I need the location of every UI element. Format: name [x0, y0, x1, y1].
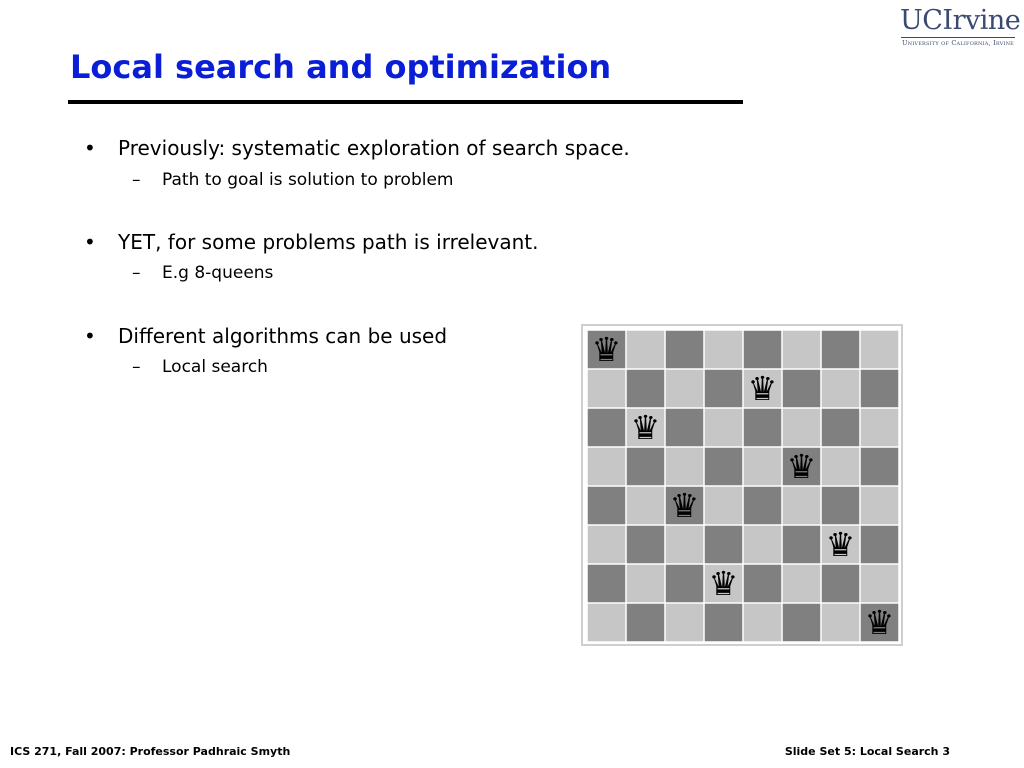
board-square: [588, 487, 626, 525]
board-square: [666, 604, 704, 642]
board-square: [588, 604, 626, 642]
sub-bullet-item: [132, 356, 268, 378]
board-square: [822, 604, 860, 642]
sub-bullet-marker: –: [132, 263, 141, 283]
slide-title: Local search and optimization: [70, 48, 612, 86]
board-square: [861, 565, 899, 603]
board-square: [744, 604, 782, 642]
board-square: [627, 448, 665, 486]
board-square: [588, 370, 626, 408]
queen-icon: ♛: [630, 408, 661, 448]
board-square: [627, 487, 665, 525]
board-square: [783, 487, 821, 525]
board-square: [666, 526, 704, 564]
board-square: [627, 370, 665, 408]
board-square: [783, 331, 821, 369]
board-square: [588, 526, 626, 564]
board-square: [822, 448, 860, 486]
logo-subtitle: University of California, Irvine: [901, 39, 1015, 47]
queen-icon: ♛: [747, 369, 778, 409]
sub-bullet-text: E.g 8-queens: [162, 263, 274, 283]
board-square: [627, 331, 665, 369]
queen-icon: ♛: [825, 525, 856, 565]
board-square: [861, 331, 899, 369]
board-square: [744, 487, 782, 525]
board-square: [588, 409, 626, 447]
eight-queens-board: [581, 324, 903, 646]
board-square: [861, 370, 899, 408]
sub-bullet-text: Path to goal is solution to problem: [162, 170, 454, 190]
bullet-item: [84, 324, 447, 348]
board-square: [822, 565, 860, 603]
board-square: [822, 409, 860, 447]
queen-icon: ♛: [786, 447, 817, 487]
board-square: [666, 331, 704, 369]
board-square: [744, 448, 782, 486]
bullet-marker: •: [84, 230, 96, 254]
board-square: [861, 487, 899, 525]
board-square: [588, 448, 626, 486]
board-square: [705, 526, 743, 564]
board-square: [666, 448, 704, 486]
board-square: [783, 604, 821, 642]
logo-wordmark: UCIrvine: [900, 5, 1021, 36]
board-square: [666, 370, 704, 408]
bullet-item: [84, 136, 630, 160]
footer-course: ICS 271, Fall 2007: Professor Padhraic Smyth: [10, 745, 291, 758]
board-square: [666, 409, 704, 447]
board-square: [705, 409, 743, 447]
board-square: [744, 565, 782, 603]
board-square: [822, 331, 860, 369]
chessboard-image: [587, 330, 899, 642]
board-square: [783, 370, 821, 408]
board-square: [783, 409, 821, 447]
sub-bullet-item: [132, 169, 453, 191]
board-square: [588, 565, 626, 603]
board-square: [744, 409, 782, 447]
board-square: [627, 526, 665, 564]
sub-bullet-item: [132, 262, 273, 284]
board-square: [861, 409, 899, 447]
sub-bullet-marker: –: [132, 357, 141, 377]
board-square: [822, 370, 860, 408]
bullet-text: Different algorithms can be used: [118, 324, 448, 348]
board-square: [705, 604, 743, 642]
sub-bullet-text: Local search: [162, 357, 268, 377]
board-square: [744, 526, 782, 564]
board-square: [705, 487, 743, 525]
queen-icon: ♛: [864, 603, 895, 642]
board-square: [627, 604, 665, 642]
board-square: [783, 565, 821, 603]
sub-bullet-marker: –: [132, 170, 141, 190]
queen-icon: ♛: [669, 486, 700, 526]
board-square: [861, 526, 899, 564]
bullet-marker: •: [84, 136, 96, 160]
bullet-text: YET, for some problems path is irrelevant.: [118, 230, 539, 254]
board-square: [705, 370, 743, 408]
queen-icon: ♛: [708, 564, 739, 604]
board-square: [627, 565, 665, 603]
board-square: [666, 565, 704, 603]
bullet-text: Previously: systematic exploration of search space.: [118, 136, 630, 160]
queen-icon: ♛: [591, 330, 622, 370]
board-square: [822, 487, 860, 525]
bullet-marker: •: [84, 324, 96, 348]
board-square: [705, 448, 743, 486]
board-square: [783, 526, 821, 564]
board-square: [744, 331, 782, 369]
footer-slide-number: Slide Set 5: Local Search 3: [784, 745, 950, 758]
bullet-item: [84, 230, 538, 254]
board-square: [861, 448, 899, 486]
board-square: [705, 331, 743, 369]
